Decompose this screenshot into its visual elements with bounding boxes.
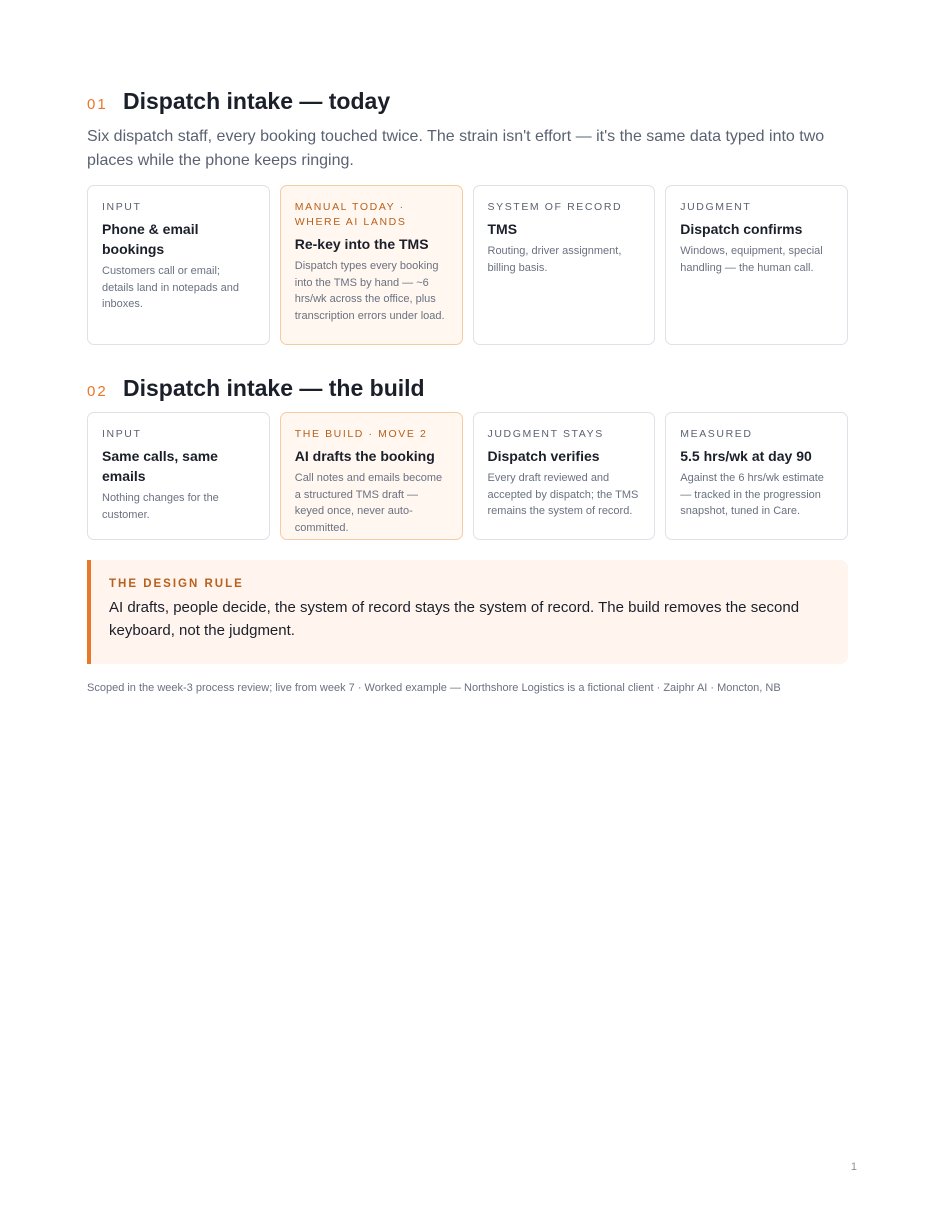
card-the-build [280, 412, 463, 540]
card-body: Dispatch types every booking into the TMS by hand — ~6 hrs/wk across the office, plus transcription errors under load. [294, 260, 445, 322]
card-body: Routing, driver assignment, billing basis. [487, 245, 622, 274]
card-body: Call notes and emails become a structured TMS draft — keyed once, never auto-committed. [294, 472, 443, 534]
card-manual-today [280, 185, 463, 345]
section-2-header [87, 375, 848, 402]
section-2-cards [87, 412, 848, 540]
card-body: Customers call or email; details land in notepads and inboxes. [102, 265, 239, 310]
card-measured [665, 412, 848, 540]
section-2-number: 02 [87, 383, 108, 400]
footer-note: Scoped in the week-3 process review; live from week 7 · Worked example — Northshore Logistics is a fictional client · Zaiphr AI · Moncton, NB [87, 682, 781, 694]
card-judgment [665, 185, 848, 345]
card-system-of-record [473, 185, 656, 345]
card-title: Re-key into the TMS [294, 236, 429, 252]
card-kicker: MANUAL TODAY · WHERE AI LANDS [294, 201, 407, 228]
card-kicker: JUDGMENT STAYS [487, 428, 604, 440]
section-1-title: Dispatch intake — today [123, 88, 391, 114]
card-kicker: SYSTEM OF RECORD [487, 201, 623, 213]
card-kicker: INPUT [102, 201, 142, 213]
card-kicker: JUDGMENT [680, 201, 752, 213]
section-1-intro: Six dispatch staff, every booking touched twice. The strain isn't effort — it's the same data typed into two places while the phone keeps ringing. [87, 128, 825, 169]
card-title: Dispatch verifies [487, 448, 600, 464]
design-rule-kicker: THE DESIGN RULE [109, 578, 244, 590]
card-title: 5.5 hrs/wk at day 90 [680, 448, 812, 464]
card-kicker: INPUT [102, 428, 142, 440]
card-input-today [87, 185, 270, 345]
card-title: Dispatch confirms [680, 221, 803, 237]
card-judgment-stays [473, 412, 656, 540]
card-body: Nothing changes for the customer. [102, 492, 219, 521]
card-kicker: THE BUILD · MOVE 2 [294, 428, 428, 440]
section-2-title: Dispatch intake — the build [123, 375, 425, 401]
page-number: 1 [850, 1161, 857, 1173]
card-title: TMS [487, 221, 518, 237]
card-title: AI drafts the booking [294, 448, 435, 464]
design-rule-callout [87, 560, 848, 664]
card-kicker: MEASURED [680, 428, 753, 440]
section-1-cards [87, 185, 848, 345]
card-body: Windows, equipment, special handling — the human call. [680, 245, 823, 274]
card-title: Phone & email bookings [102, 221, 199, 257]
section-1-header [87, 88, 848, 115]
card-title: Same calls, same emails [102, 448, 218, 484]
document-page [87, 0, 848, 694]
card-input-build [87, 412, 270, 540]
card-body: Every draft reviewed and accepted by dispatch; the TMS remains the system of record. [487, 472, 639, 517]
section-1-number: 01 [87, 96, 108, 113]
design-rule-text: AI drafts, people decide, the system of record stays the system of record. The build removes the second keyboard, not the judgment. [109, 599, 800, 639]
card-body: Against the 6 hrs/wk estimate — tracked in the progression snapshot, tuned in Care. [680, 472, 824, 517]
